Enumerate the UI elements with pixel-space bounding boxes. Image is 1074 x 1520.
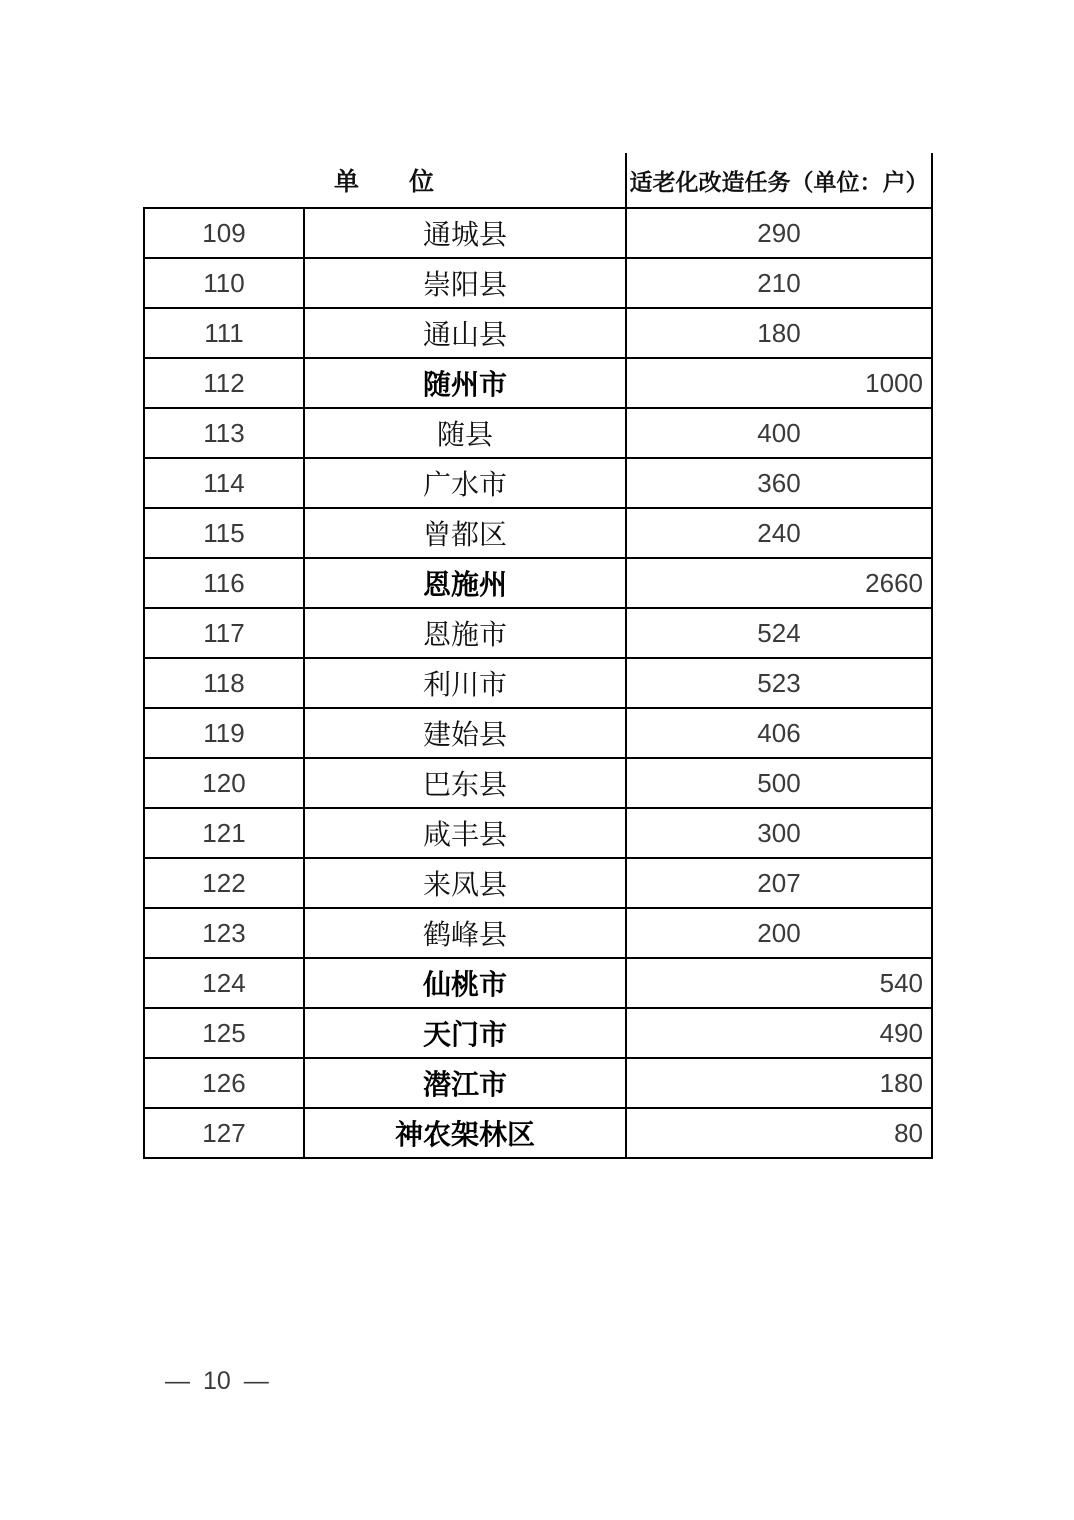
table-row bbox=[145, 709, 933, 759]
row-number: 124 bbox=[145, 959, 305, 1009]
row-number: 110 bbox=[145, 259, 305, 309]
table-row bbox=[145, 359, 933, 409]
unit-name: 鹤峰县 bbox=[305, 909, 627, 959]
task-value: 500 bbox=[627, 759, 933, 809]
row-number: 125 bbox=[145, 1009, 305, 1059]
table-row bbox=[145, 1059, 933, 1109]
unit-name: 来凤县 bbox=[305, 859, 627, 909]
task-value: 524 bbox=[627, 609, 933, 659]
table-row bbox=[145, 1009, 933, 1059]
row-number: 117 bbox=[145, 609, 305, 659]
unit-name: 咸丰县 bbox=[305, 809, 627, 859]
table-row bbox=[145, 809, 933, 859]
table-row bbox=[145, 659, 933, 709]
row-number: 113 bbox=[145, 409, 305, 459]
row-number: 120 bbox=[145, 759, 305, 809]
unit-name: 曾都区 bbox=[305, 509, 627, 559]
task-value: 2660 bbox=[627, 559, 933, 609]
row-number: 114 bbox=[145, 459, 305, 509]
task-value: 400 bbox=[627, 409, 933, 459]
row-number: 112 bbox=[145, 359, 305, 409]
unit-name: 崇阳县 bbox=[305, 259, 627, 309]
row-number: 111 bbox=[145, 309, 305, 359]
row-number: 118 bbox=[145, 659, 305, 709]
unit-name: 通城县 bbox=[305, 209, 627, 259]
unit-name: 广水市 bbox=[305, 459, 627, 509]
unit-name: 巴东县 bbox=[305, 759, 627, 809]
table-row bbox=[145, 309, 933, 359]
unit-name: 随县 bbox=[305, 409, 627, 459]
unit-name: 恩施市 bbox=[305, 609, 627, 659]
assignment-table bbox=[143, 153, 933, 1159]
row-number: 126 bbox=[145, 1059, 305, 1109]
table-row bbox=[145, 609, 933, 659]
table-row bbox=[145, 459, 933, 509]
row-number: 127 bbox=[145, 1109, 305, 1159]
table-row bbox=[145, 1109, 933, 1159]
task-value: 1000 bbox=[627, 359, 933, 409]
task-value: 300 bbox=[627, 809, 933, 859]
task-value: 290 bbox=[627, 209, 933, 259]
table-row bbox=[145, 859, 933, 909]
unit-name: 利川市 bbox=[305, 659, 627, 709]
task-value: 80 bbox=[627, 1109, 933, 1159]
task-value: 210 bbox=[627, 259, 933, 309]
unit-name: 通山县 bbox=[305, 309, 627, 359]
table-row bbox=[145, 259, 933, 309]
unit-name: 天门市 bbox=[305, 1009, 627, 1059]
row-number: 109 bbox=[145, 209, 305, 259]
task-value: 180 bbox=[627, 309, 933, 359]
row-number: 123 bbox=[145, 909, 305, 959]
unit-name: 建始县 bbox=[305, 709, 627, 759]
task-value: 207 bbox=[627, 859, 933, 909]
table-row bbox=[145, 909, 933, 959]
table-row bbox=[145, 509, 933, 559]
task-value: 523 bbox=[627, 659, 933, 709]
row-number: 122 bbox=[145, 859, 305, 909]
table-row bbox=[145, 559, 933, 609]
unit-name: 仙桃市 bbox=[305, 959, 627, 1009]
task-value: 200 bbox=[627, 909, 933, 959]
task-value: 360 bbox=[627, 459, 933, 509]
row-number: 116 bbox=[145, 559, 305, 609]
unit-name: 潜江市 bbox=[305, 1059, 627, 1109]
table-body bbox=[143, 207, 933, 1159]
task-value: 406 bbox=[627, 709, 933, 759]
table-row bbox=[145, 209, 933, 259]
unit-column-header: 单 位 bbox=[143, 153, 627, 207]
row-number: 119 bbox=[145, 709, 305, 759]
table-row bbox=[145, 759, 933, 809]
unit-name: 恩施州 bbox=[305, 559, 627, 609]
row-number: 115 bbox=[145, 509, 305, 559]
task-value: 540 bbox=[627, 959, 933, 1009]
task-value: 490 bbox=[627, 1009, 933, 1059]
page-number: — 10 — bbox=[165, 1367, 269, 1395]
unit-name: 神农架林区 bbox=[305, 1109, 627, 1159]
table-header-row bbox=[143, 153, 933, 207]
unit-name: 随州市 bbox=[305, 359, 627, 409]
table-row bbox=[145, 409, 933, 459]
row-number: 121 bbox=[145, 809, 305, 859]
task-value: 180 bbox=[627, 1059, 933, 1109]
table-row bbox=[145, 959, 933, 1009]
task-value: 240 bbox=[627, 509, 933, 559]
task-column-header: 适老化改造任务（单位：户） bbox=[627, 153, 933, 207]
